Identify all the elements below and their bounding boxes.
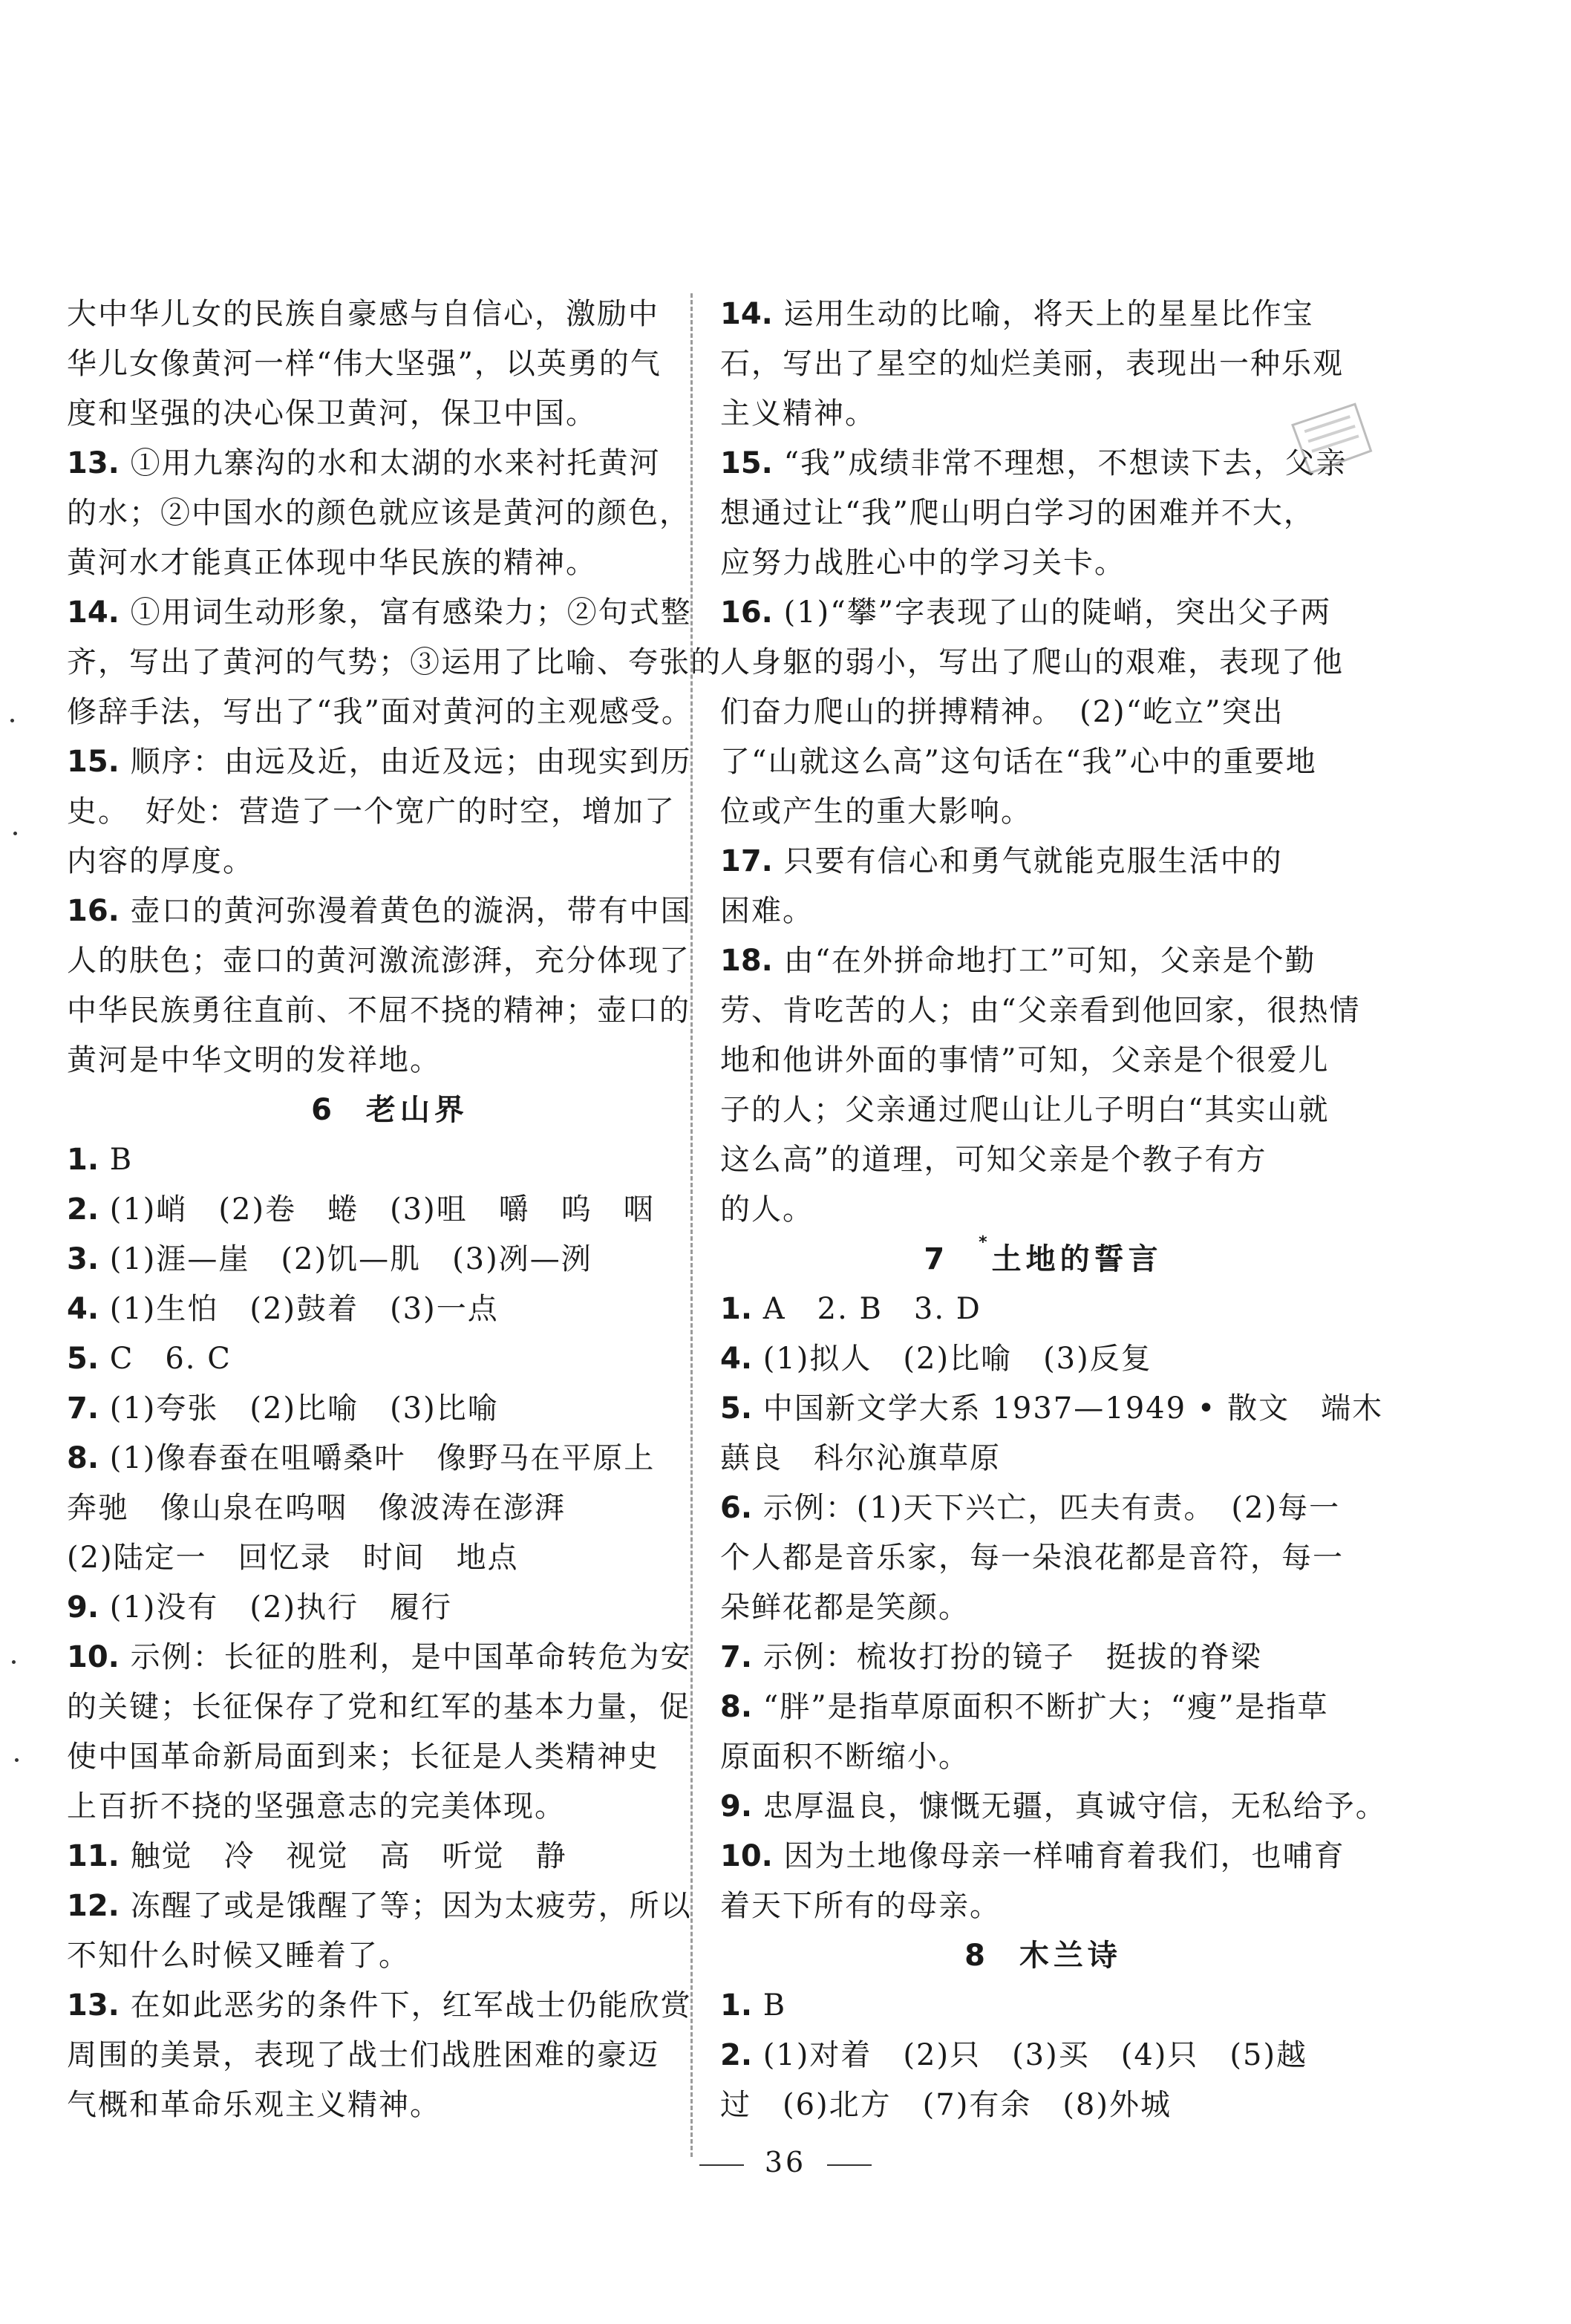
answer-line [67,1235,713,1285]
answer-line [720,1483,1366,1533]
answer-number: 8. [720,1690,753,1724]
answer-number: 6. [720,1491,753,1525]
scan-speck [15,1758,19,1762]
section-title: 木兰诗 [1019,1939,1122,1973]
answer-line [720,588,1366,638]
answer-line [67,489,713,538]
answer-text: 的水；②中国水的颜色就应该是黄河的颜色， [67,496,690,530]
answer-text: (1)峭 (2)卷 蜷 (3)咀 嚼 呜 咽 [109,1192,655,1227]
answer-line [720,837,1366,887]
answer-line [67,1334,713,1384]
answer-text: 的关键；长征保存了党和红军的基本力量，促 [67,1690,690,1724]
answer-text: 中华民族勇往直前、不屈不挠的精神；壶口的 [67,993,690,1028]
answer-text: (1)涯—崖 (2)饥—肌 (3)冽—洌 [109,1242,592,1276]
answer-text: 因为土地像母亲一样哺育着我们，也哺育 [783,1839,1345,1873]
answer-text: 人身躯的弱小，写出了爬山的艰难，表现了他 [720,645,1344,679]
right-column [720,290,1387,2130]
answer-text: 不知什么时候又睡着了。 [67,1939,410,1973]
answer-text: A 2. B 3. D [762,1292,982,1326]
answer-text: 想通过让“我”爬山明白学习的困难并不大， [720,496,1315,530]
answer-text: 使中国革命新局面到来；长征是人类精神史 [67,1740,659,1774]
answer-text: 着天下所有的母亲。 [720,1889,1001,1923]
answer-text: 蕻良 科尔沁旗草原 [720,1441,1001,1475]
answer-line [67,936,713,986]
answer-line [720,538,1366,588]
answer-number: 14. [67,595,120,630]
page-number-text: 36 [764,2146,807,2178]
answer-line [67,1384,713,1434]
answer-line [67,1881,713,1931]
answer-line [720,1285,1366,1334]
answer-number: 2. [720,2038,753,2072]
column-divider [690,293,693,2157]
answer-line [720,339,1366,389]
answer-number: 4. [67,1292,99,1326]
answer-line [720,1434,1366,1483]
answer-line [67,1931,713,1981]
answer-number: 11. [67,1839,120,1873]
answer-text: 内容的厚度。 [67,844,254,878]
answer-text: 子的人；父亲通过爬山让儿子明白“其实山就 [720,1093,1330,1127]
answer-line [67,1981,713,2031]
answer-number: 9. [67,1590,99,1625]
answer-text: 齐，写出了黄河的气势；③运用了比喻、夸张的 [67,645,722,679]
answer-text: C 6. C [109,1342,232,1376]
answer-text: B [109,1143,134,1177]
answer-line [67,737,713,787]
answer-line [67,439,713,489]
answer-number: 18. [720,944,773,978]
page-number [0,2146,1571,2178]
answer-line [67,1036,713,1086]
left-column [67,290,722,2130]
scan-speck [13,832,17,835]
answer-text: 触觉 冷 视觉 高 听觉 静 [130,1839,567,1873]
answer-text: 在如此恶劣的条件下，红军战士仍能欣赏 [130,1988,692,2023]
answer-line [67,688,713,737]
answer-line [720,389,1366,439]
answer-line [720,936,1366,986]
answer-text: (1)夸张 (2)比喻 (3)比喻 [109,1391,499,1426]
answer-line [67,1782,713,1832]
answer-line [720,887,1366,936]
section-number: 8 [964,1939,990,1973]
answer-line [720,638,1366,688]
answer-number: 17. [720,844,773,878]
answer-text: 困难。 [720,894,814,928]
answer-number: 10. [67,1640,120,1674]
answer-line [67,1483,713,1533]
answer-line [720,1185,1366,1235]
answer-line [67,2031,713,2080]
answer-number: 3. [67,1242,99,1276]
answer-number: 1. [720,1292,753,1326]
section-number: 6 [311,1093,336,1127]
section-heading [67,1086,713,1135]
answer-text: 个人都是音乐家，每一朵浪花都是音符，每一 [720,1541,1344,1575]
answer-text: 朵鲜花都是笑颜。 [720,1590,970,1625]
answer-number: 8. [67,1441,99,1475]
answer-text: 壶口的黄河弥漫着黄色的漩涡，带有中国 [130,894,692,928]
answer-line [67,389,713,439]
answer-line [720,290,1366,339]
answer-line [720,1135,1366,1185]
answer-number: 16. [720,595,773,630]
answer-text: (2)陆定一 回忆录 时间 地点 [67,1541,519,1575]
answer-line [720,1583,1366,1633]
answer-text: 修辞手法，写出了“我”面对黄河的主观感受。 [67,695,693,729]
answer-text: 上百折不挠的坚强意志的完美体现。 [67,1789,566,1824]
answer-line [720,787,1366,837]
answer-line [720,1881,1366,1931]
answer-number: 13. [67,446,120,480]
answer-number: 1. [67,1143,99,1177]
answer-line [720,1533,1366,1583]
answer-text: (1)“攀”字表现了山的陡峭，突出父子两 [783,595,1332,630]
answer-text: 过 (6)北方 (7)有余 (8)外城 [720,2088,1172,2122]
answer-line [67,986,713,1036]
answer-text: 运用生动的比喻，将天上的星星比作宝 [783,297,1314,331]
answer-text: 地和他讲外面的事情”可知，父亲是个很爱儿 [720,1043,1330,1077]
answer-line [67,1135,713,1185]
answer-text: 的人。 [720,1192,814,1227]
answer-text: 劳、肯吃苦的人；由“父亲看到他回家，很热情 [720,993,1361,1028]
answer-text: 周围的美景，表现了战士们战胜困难的豪迈 [67,2038,659,2072]
answer-line [720,439,1366,489]
answer-number: 14. [720,297,773,331]
answer-line [67,787,713,837]
answer-text: 应努力战胜心中的学习关卡。 [720,546,1126,580]
answer-line [720,688,1366,737]
answer-line [67,1633,713,1682]
section-title: 老山界 [365,1093,468,1127]
answer-text: 中国新文学大系 1937—1949 • 散文 端木 [762,1391,1384,1426]
answer-text: 奔驰 像山泉在呜咽 像波涛在澎湃 [67,1491,566,1525]
answer-text: (1)像春蚕在咀嚼桑叶 像野马在平原上 [109,1441,656,1475]
answer-text: 大中华儿女的民族自豪感与自信心，激励中 [67,297,659,331]
answer-line [67,1533,713,1583]
answer-number: 5. [720,1391,753,1426]
answer-line [67,1285,713,1334]
section-title: 土地的誓言 [991,1242,1163,1276]
answer-text: “我”成绩非常不理想，不想读下去，父亲 [783,446,1348,480]
answer-line [67,887,713,936]
answer-text: 只要有信心和勇气就能克服生活中的 [783,844,1283,878]
answer-text: 史。 好处：营造了一个宽广的时空，增加了 [67,794,676,829]
answer-number: 15. [720,446,773,480]
answer-line [67,538,713,588]
answer-line [720,1334,1366,1384]
answer-line [720,986,1366,1036]
answer-text: (1)拟人 (2)比喻 (3)反复 [762,1342,1152,1376]
answer-text: 示例：梳妆打扮的镜子 挺拔的脊梁 [762,1640,1262,1674]
answer-line [720,1832,1366,1881]
answer-text: 们奋力爬山的拼搏精神。 (2)“屹立”突出 [720,695,1284,729]
answer-line [720,1732,1366,1782]
answer-line [67,339,713,389]
answer-line [67,837,713,887]
answer-number: 4. [720,1342,753,1376]
section-number: 7 [924,1242,950,1276]
answer-number: 7. [67,1391,99,1426]
answer-text: 忠厚温良，慷慨无疆，真诚守信，无私给予。 [762,1789,1387,1824]
answer-text: 黄河是中华文明的发祥地。 [67,1043,441,1077]
answer-line [720,1384,1384,1434]
answer-number: 15. [67,745,120,779]
scan-speck [12,1660,16,1664]
section-heading [720,1235,1366,1285]
answer-line [720,1682,1366,1732]
answer-text: 示例：(1)天下兴亡，匹夫有责。 (2)每一 [762,1491,1341,1525]
answer-line [67,1583,713,1633]
answer-text: B [762,1988,787,2023]
answer-text: 冻醒了或是饿醒了等；因为太疲劳，所以 [130,1889,692,1923]
answer-text: 了“山就这么高”这句话在“我”心中的重要地 [720,745,1317,779]
answer-text: 示例：长征的胜利，是中国革命转危为安 [130,1640,692,1674]
answer-text: 华儿女像黄河一样“伟大坚强”，以英勇的气 [67,347,662,381]
answer-number: 10. [720,1839,773,1873]
scan-speck [10,719,14,722]
answer-line [67,1732,713,1782]
answer-line [67,638,722,688]
answer-text: “胖”是指草原面积不断扩大；“瘦”是指草 [762,1690,1329,1724]
answer-text: 原面积不断缩小。 [720,1740,970,1774]
answer-text: 由“在外拼命地打工”可知，父亲是个勤 [783,944,1316,978]
answer-text: (1)对着 (2)只 (3)买 (4)只 (5)越 [762,2038,1308,2072]
answer-line [720,737,1366,787]
answer-line [720,489,1366,538]
answer-line [720,2080,1366,2130]
answer-line [720,1981,1366,2031]
answer-number: 16. [67,894,120,928]
section-heading [720,1931,1366,1981]
answer-text: ①用词生动形象，富有感染力；②句式整 [130,595,692,630]
answer-number: 2. [67,1192,99,1227]
answer-number: 1. [720,1988,753,2023]
answer-line [720,1086,1366,1135]
answer-line [720,1036,1366,1086]
answer-text: (1)生怕 (2)鼓着 (3)一点 [109,1292,499,1326]
answer-text: 位或产生的重大影响。 [720,794,1032,829]
answer-line [67,290,713,339]
answer-line [67,1832,713,1881]
answer-text: 人的肤色；壶口的黄河激流澎湃，充分体现了 [67,944,690,978]
answer-line [67,1682,713,1732]
answer-text: (1)没有 (2)执行 履行 [109,1590,453,1625]
section-star: * [979,1233,992,1252]
answer-line [67,588,713,638]
answer-text: 黄河水才能真正体现中华民族的精神。 [67,546,597,580]
answer-number: 7. [720,1640,753,1674]
answer-number: 12. [67,1889,120,1923]
answer-text: 气概和革命乐观主义精神。 [67,2088,441,2122]
answer-number: 9. [720,1789,753,1824]
answer-line [720,2031,1366,2080]
answer-text: 度和坚强的决心保卫黄河，保卫中国。 [67,396,597,431]
answer-line [67,1434,713,1483]
answer-text: 这么高”的道理，可知父亲是个教子有方 [720,1143,1267,1177]
answer-line [720,1782,1387,1832]
answer-line [67,1185,713,1235]
answer-text: ①用九寨沟的水和太湖的水来衬托黄河 [130,446,661,480]
answer-text: 石，写出了星空的灿烂美丽，表现出一种乐观 [720,347,1344,381]
answer-number: 5. [67,1342,99,1376]
answer-line [720,1633,1366,1682]
answer-text: 顺序：由远及近，由近及远；由现实到历 [130,745,692,779]
answer-number: 13. [67,1988,120,2023]
answer-line [67,2080,713,2130]
answer-text: 主义精神。 [720,396,876,431]
